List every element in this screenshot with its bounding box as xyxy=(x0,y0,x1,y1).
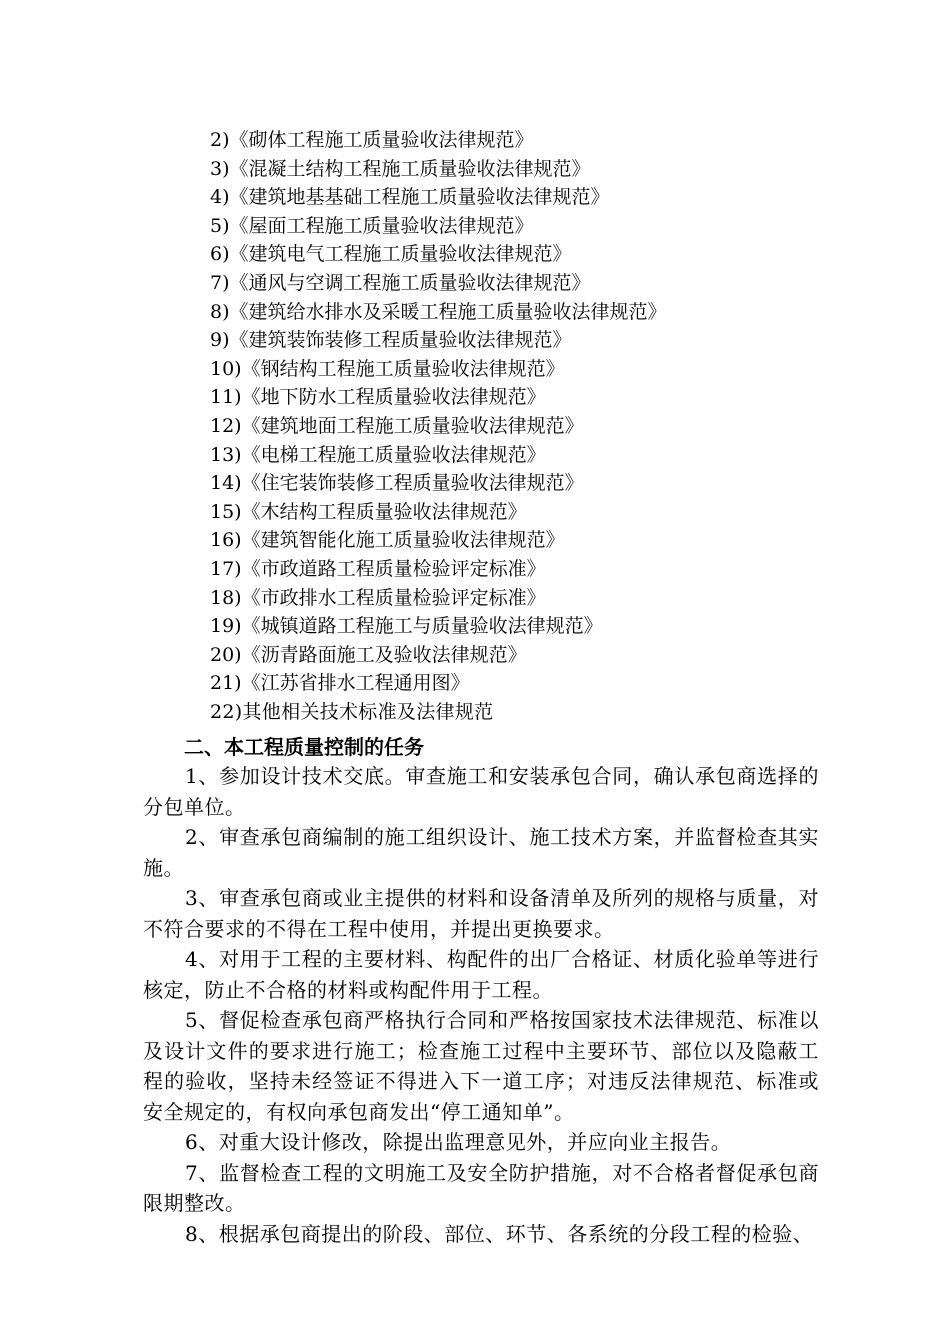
task-paragraph: 8、根据承包商提出的阶段、部位、环节、各系统的分段工程的检验、 xyxy=(185,1221,814,1246)
list-item: 9)《建筑装饰装修工程质量验收法律规范》 xyxy=(210,329,572,352)
list-item: 17)《市政道路工程质量检验评定标准》 xyxy=(210,557,546,580)
list-item: 8)《建筑给水排水及采暖工程施工质量验收法律规范》 xyxy=(210,300,667,323)
list-item: 21)《江苏省排水工程通用图》 xyxy=(210,672,470,695)
list-item: 19)《城镇道路工程施工与质量验收法律规范》 xyxy=(210,615,603,638)
list-item: 22)其他相关技术标准及法律规范 xyxy=(210,700,494,723)
section-heading: 二、本工程质量控制的任务 xyxy=(184,735,424,759)
standards-list xyxy=(210,126,830,726)
task-paragraph: 7、监督检查工程的文明施工及安全防护措施，对不合格者督促承包商限期整改。 xyxy=(143,1160,819,1215)
list-item: 14)《住宅装饰装修工程质量验收法律规范》 xyxy=(210,472,584,495)
list-item: 4)《建筑地基基础工程施工质量验收法律规范》 xyxy=(210,186,610,209)
task-paragraph: 3、审查承包商或业主提供的材料和设备清单及所列的规格与质量，对不符合要求的不得在工程中使用，并提出更换要求。 xyxy=(143,886,819,941)
list-item: 13)《电梯工程施工质量验收法律规范》 xyxy=(210,443,546,466)
task-paragraph: 1、参加设计技术交底。审查施工和安装承包合同，确认承包商选择的分包单位。 xyxy=(143,764,819,819)
list-item: 3)《混凝土结构工程施工质量验收法律规范》 xyxy=(210,157,591,180)
list-item: 12)《建筑地面工程施工质量验收法律规范》 xyxy=(210,414,584,437)
list-item: 20)《沥青路面施工及验收法律规范》 xyxy=(210,643,527,666)
list-item: 5)《屋面工程施工质量验收法律规范》 xyxy=(210,214,534,237)
list-item: 16)《建筑智能化施工质量验收法律规范》 xyxy=(210,529,565,552)
task-paragraph: 4、对用于工程的主要材料、构配件的出厂合格证、材质化验单等进行核定，防止不合格的材料或构配件用于工程。 xyxy=(143,947,819,1002)
task-paragraph: 2、审查承包商编制的施工组织设计、施工技术方案，并监督检查其实施。 xyxy=(143,825,819,880)
task-paragraph: 6、对重大设计修改，除提出监理意见外，并应向业主报告。 xyxy=(185,1130,732,1154)
list-item: 11)《地下防水工程质量验收法律规范》 xyxy=(210,386,546,409)
task-paragraph: 5、督促检查承包商严格执行合同和严格按国家技术法律规范、标准以及设计文件的要求进行施工；检查施工过程中主要环节、部位以及隐蔽工程的验收，坚持未经签证不得进入下一道工序；对违反法律规范、标准或安全规定的，有权向承包商发出“停工通知单”。 xyxy=(143,1008,819,1124)
list-item: 10)《钢结构工程施工质量验收法律规范》 xyxy=(210,357,565,380)
list-item: 2)《砌体工程施工质量验收法律规范》 xyxy=(210,129,534,151)
list-item: 7)《通风与空调工程施工质量验收法律规范》 xyxy=(210,271,591,294)
list-item: 15)《木结构工程质量验收法律规范》 xyxy=(210,500,527,523)
task-list xyxy=(143,761,819,1249)
list-item: 6)《建筑电气工程施工质量验收法律规范》 xyxy=(210,243,572,266)
list-item: 18)《市政排水工程质量检验评定标准》 xyxy=(210,586,546,609)
